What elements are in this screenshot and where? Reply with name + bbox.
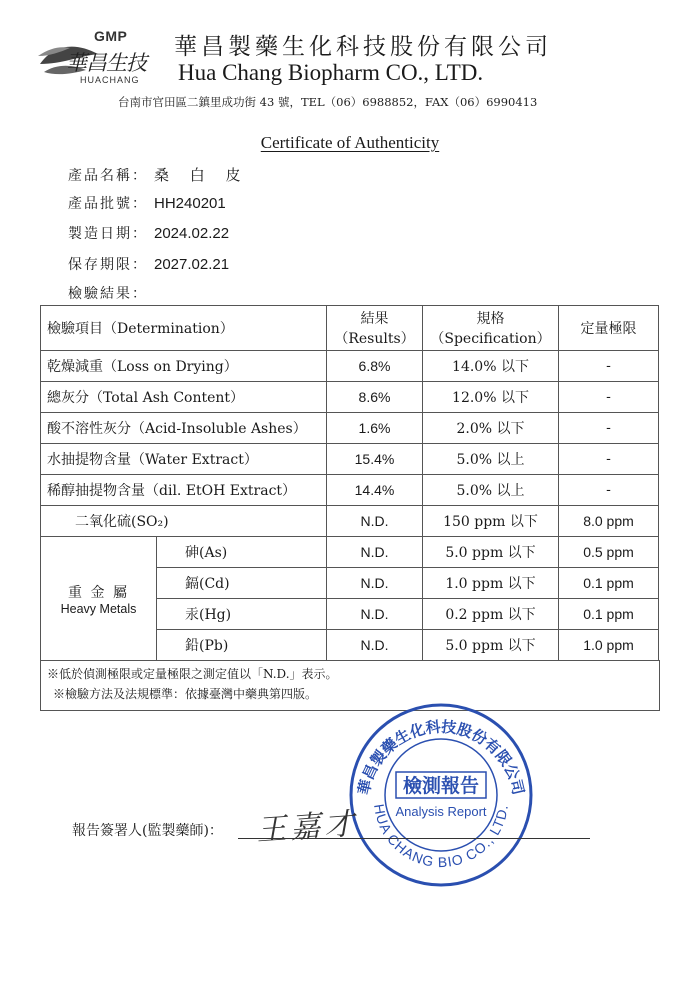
info-label: 檢驗結果： [68,286,148,302]
company-name-en: Hua Chang Biopharm CO., LTD. [178,60,484,85]
row-result: 6.8% [327,351,423,382]
header-spec-en: （Specification） [430,331,551,347]
row-limit: - [559,351,659,382]
info-value: 2024.02.22 [154,225,230,242]
certificate-title-text: Certificate of Authenticity [260,133,440,152]
row-item: 汞(Hg) [157,599,327,630]
row-item: 二氧化硫(SO₂) [41,506,327,537]
row-spec: 5.0 ppm 以下 [423,537,559,568]
table-header-row [41,306,659,351]
seal-center-zh: 檢測報告 [402,775,480,797]
row-item: 水抽提物含量（Water Extract） [41,444,327,475]
row-spec: 150 ppm 以下 [423,506,559,537]
info-value: 2027.02.21 [154,256,230,273]
info-value: 桑 白 皮 [154,166,249,184]
row-result: N.D. [327,568,423,599]
row-spec: 0.2 ppm 以下 [423,599,559,630]
row-result: N.D. [327,599,423,630]
certificate-title [0,133,700,153]
row-spec: 5.0 ppm 以下 [423,630,559,661]
heavy-metals-label-zh: 重 金 屬 [68,584,129,601]
results-table [40,305,659,661]
row-spec: 14.0% 以下 [423,351,559,382]
info-row-batch [68,193,226,213]
header-results-en: （Results） [334,331,415,347]
signer-label: 報告簽署人(監製藥師)： [72,823,223,839]
info-label: 產品名稱： [68,168,148,184]
info-row-expiry [68,254,229,274]
info-label: 保存期限： [68,257,148,273]
row-spec: 5.0% 以上 [423,444,559,475]
heavy-metals-label [41,537,157,661]
row-result: N.D. [327,506,423,537]
row-spec: 2.0% 以下 [423,413,559,444]
row-limit: - [559,444,659,475]
info-row-mfg-date [68,223,229,243]
row-limit: 8.0 ppm [559,506,659,537]
header-results [327,306,423,351]
row-item: 總灰分（Total Ash Content） [41,382,327,413]
handwritten-signature: 王嘉才 [255,806,360,849]
row-spec: 1.0 ppm 以下 [423,568,559,599]
row-item: 鉛(Pb) [157,630,327,661]
signature-line [238,838,590,839]
note-line: ※檢驗方法及法規標準：依據臺灣中藥典第四版。 [53,687,318,701]
logo-gmp-text: GMP [94,28,128,44]
row-item: 乾燥減重（Loss on Drying） [41,351,327,382]
table-row [41,382,659,413]
row-result: N.D. [327,537,423,568]
info-label: 製造日期： [68,226,148,242]
row-item: 砷(As) [157,537,327,568]
seal-ring-text-en: HUA CHANG BIO CO., LTD. [370,802,511,871]
header-spec-zh: 規格 [476,311,505,327]
row-limit: 0.1 ppm [559,599,659,630]
row-result: 8.6% [327,382,423,413]
table-row-heavy-metal [41,537,659,568]
logo-sub-text: HUACHANG [80,75,140,85]
row-spec: 5.0% 以上 [423,475,559,506]
row-item: 鎘(Cd) [157,568,327,599]
info-row-product-name [68,164,249,185]
row-limit: 1.0 ppm [559,630,659,661]
row-result: 1.6% [327,413,423,444]
table-row [41,475,659,506]
table-row-so2 [41,506,659,537]
company-name-zh: 華昌製藥生化科技股份有限公司 [174,34,552,60]
table-row [41,351,659,382]
row-limit: - [559,413,659,444]
logo-script-text: 華昌生技 [66,51,146,75]
row-result: N.D. [327,630,423,661]
row-result: 15.4% [327,444,423,475]
row-limit: 0.5 ppm [559,537,659,568]
row-item: 酸不溶性灰分（Acid-Insoluble Ashes） [41,413,327,444]
row-item: 稀醇抽提物含量（dil. EtOH Extract） [41,475,327,506]
seal-center-en: Analysis Report [395,804,487,819]
seal-ring-text: 華昌製藥生化科技股份有限公司 [354,717,528,797]
header-limit: 定量極限 [559,306,659,351]
company-seal [346,700,536,890]
row-limit: 0.1 ppm [559,568,659,599]
info-value: HH240201 [154,195,226,212]
table-row [41,444,659,475]
company-address: 台南市官田區二鎮里成功街 43 號，TEL（06）6988852，FAX（06）6990413 [118,95,538,109]
header-item: 檢驗項目（Determination） [41,306,327,351]
note-line: ※低於偵測極限或定量極限之測定值以「N.D.」表示。 [47,667,338,681]
row-result: 14.4% [327,475,423,506]
info-row-results-heading [68,283,154,303]
row-spec: 12.0% 以下 [423,382,559,413]
header-spec [423,306,559,351]
header-results-zh: 結果 [360,311,389,327]
table-row [41,413,659,444]
row-limit: - [559,475,659,506]
heavy-metals-label-en: Heavy Metals [60,601,137,616]
row-limit: - [559,382,659,413]
info-label: 產品批號： [68,196,148,212]
